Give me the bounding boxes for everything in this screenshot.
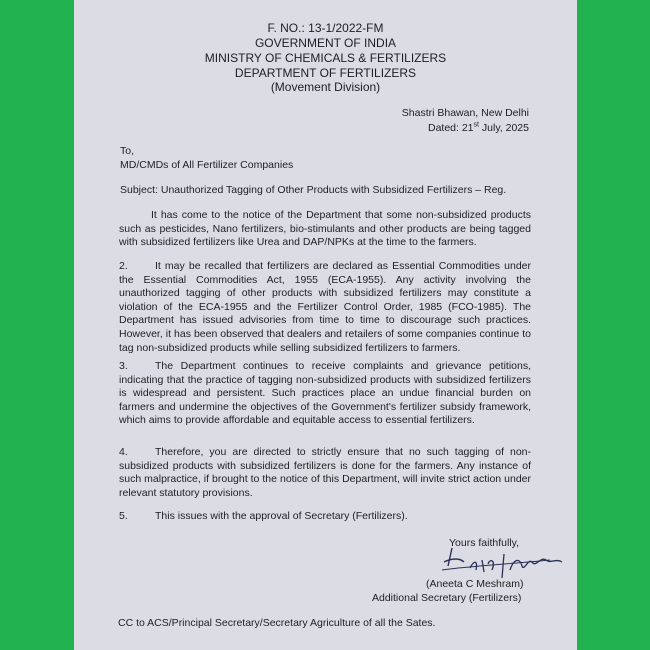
paragraph-2-number: 2. (119, 260, 128, 272)
cc-line: CC to ACS/Principal Secretary/Secretary Agriculture of all the Sates. (118, 617, 436, 629)
to-label: To, (120, 145, 135, 157)
subject-line: Subject: Unauthorized Tagging of Other Products with Subsidized Fertilizers – Reg. (120, 184, 507, 196)
paragraph-5 (119, 510, 531, 524)
signatory-title: Additional Secretary (Fertilizers) (372, 592, 522, 604)
signatory-name: (Aneeta C Meshram) (426, 578, 524, 590)
paragraph-4 (119, 446, 531, 500)
closing: Yours faithfully, (449, 537, 520, 549)
addressee: MD/CMDs of All Fertilizer Companies (120, 159, 294, 171)
paragraph-2-text: It may be recalled that fertilizers are declared as Essential Commodities under the Essential Commodities Act, 1955 (ECA-1955). Any activity involving the unauthorized tagging of other products with subsidized fertilizers may constitute a violation of the ECA-1955 and the Fertilizer Control Order, 1985 (FCO-1985). The Department has issued advisories from time to time to discourage such practices. However, it has been observed that dealers and retailers of some companies continue to tag non-subsidized products while selling subsidized fertilizers to farmers. (119, 260, 531, 354)
date-suffix: July, 2025 (478, 122, 529, 134)
header-division: (Movement Division) (270, 80, 381, 94)
paragraph-3 (119, 360, 531, 428)
header-government: GOVERNMENT OF INDIA (254, 36, 397, 50)
paragraph-3-number: 3. (119, 360, 128, 372)
paragraph-3-text: The Department continues to receive complaints and grievance petitions, indicating that the practice of tagging non-subsidized products with subsidized fertilizers is widespread and persistent. Such practices place an undue financial burden on farmers and undermine the objectives of the Government's fertilizer subsidy framework, which aims to provide affordable and equitable access to essential fertilizers. (119, 360, 531, 427)
header-ministry: MINISTRY OF CHEMICALS & FERTILIZERS (204, 51, 447, 65)
letter-page (74, 0, 577, 650)
date (428, 122, 529, 135)
paragraph-5-text: This issues with the approval of Secretary (Fertilizers). (155, 510, 408, 522)
date-prefix: Dated: 21 (427, 122, 474, 134)
file-number: F. NO.: 13-1/2022-FM (267, 21, 384, 35)
paragraph-4-text: Therefore, you are directed to strictly ensure that no such tagging of non-subsidized products with subsidized fertilizers is done for the farmers. Any instance of such malpractice, if brought to the notice of this Department, will invite strict action under relevant statutory provisions. (119, 446, 531, 499)
header-department: DEPARTMENT OF FERTILIZERS (234, 66, 417, 80)
paragraph-1-text: It has come to the notice of the Department that some non-subsidized products such as pesticides, Nano fertilizers, bio-stimulants and other products are being tagged with subsidized fertilizers like Urea and DAP/NPKs at the time to the farmers. (119, 209, 531, 249)
paragraph-4-number: 4. (119, 446, 128, 458)
paragraph-2 (119, 260, 531, 355)
date-sup: st (473, 121, 479, 129)
place: Shastri Bhawan, New Delhi (401, 107, 529, 119)
paragraph-1 (119, 209, 531, 250)
paragraph-5-number: 5. (119, 510, 128, 522)
